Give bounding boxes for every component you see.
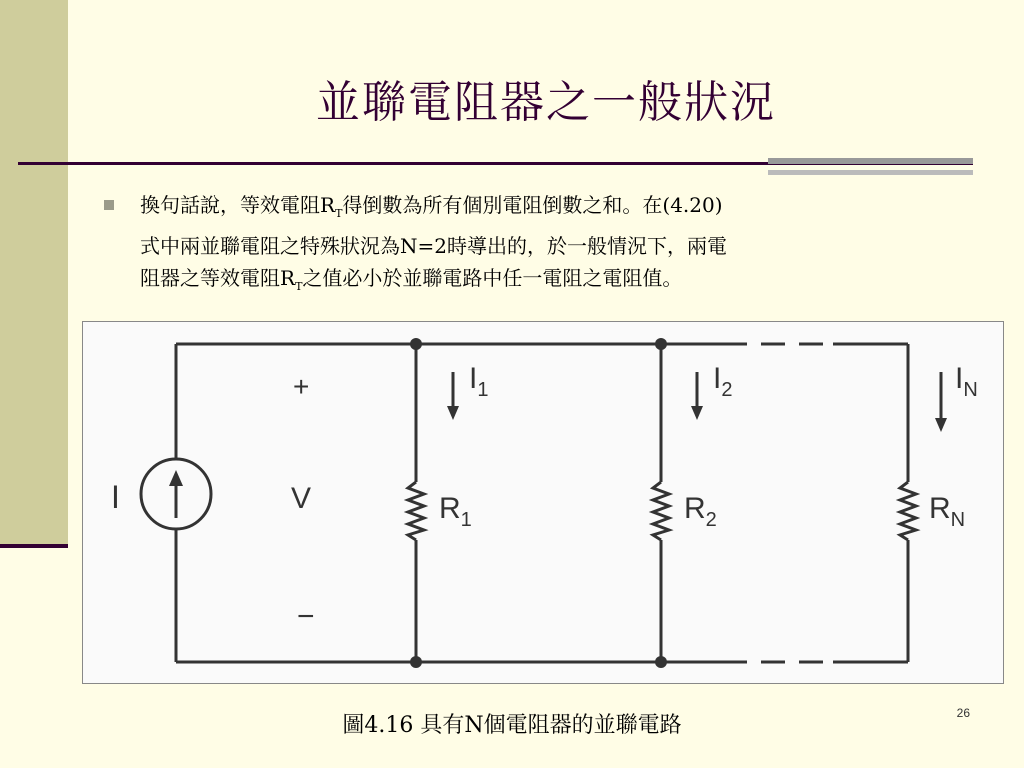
bullet-square-icon [104,200,114,210]
branch-2-resistor-label: $R_2$ [684,492,717,531]
left-accent-rule [0,544,68,548]
branch-1-current-label: $I_1$ [469,362,489,401]
voltage-label: V [291,482,312,515]
voltage-minus-sign: − [297,600,315,633]
circuit-wires [176,344,908,662]
branch-2-current-label: $I_2$ [713,362,733,401]
title-divider-accent-lower [768,170,973,175]
junction-dot [655,338,667,350]
bullet-line1-sub: T [335,207,343,220]
left-accent-bar [0,0,68,546]
figure-caption: 圖4.16 具有N個電阻器的並聯電路 [342,713,682,738]
down-arrow-icon [935,372,947,432]
bullet-line3-a: 阻器之等效電阻R [140,266,296,290]
junction-dot [410,338,422,350]
resistor-icon [408,482,424,540]
junction-dot [655,656,667,668]
bullet-line2: 式中兩並聯電阻之特殊狀況為N=2時導出的，於一般情況下，兩電 [140,234,727,258]
slide-number: 26 [956,706,970,720]
slide-title: 並聯電阻器之一般狀況 [316,77,776,128]
voltage-plus-sign: + [293,371,310,402]
down-arrow-icon [447,372,459,420]
resistor-icon [900,482,916,540]
branch-n-current-label: $I_N$ [955,362,978,401]
branch-1-resistor-label: $R_1$ [439,492,472,531]
branch-n-resistor-label: $R_N$ [929,492,966,531]
bullet-line1-b: 得倒數為所有個別電阻倒數之和。在(4.20) [342,193,723,217]
title-divider-accent [768,158,973,164]
down-arrow-icon [691,372,703,420]
current-source-icon [141,459,211,529]
bullet-line1-a: 換句話說，等效電阻R [140,193,336,217]
junction-dot [410,656,422,668]
resistor-icon [653,482,669,540]
bullet-line3-sub: T [295,280,303,293]
source-label: I [111,479,120,515]
circuit-figure [82,321,1004,684]
bullet-paragraph [140,189,970,303]
bullet-line3-b: 之值必小於並聯電路中任一電阻之電阻值。 [302,266,683,290]
